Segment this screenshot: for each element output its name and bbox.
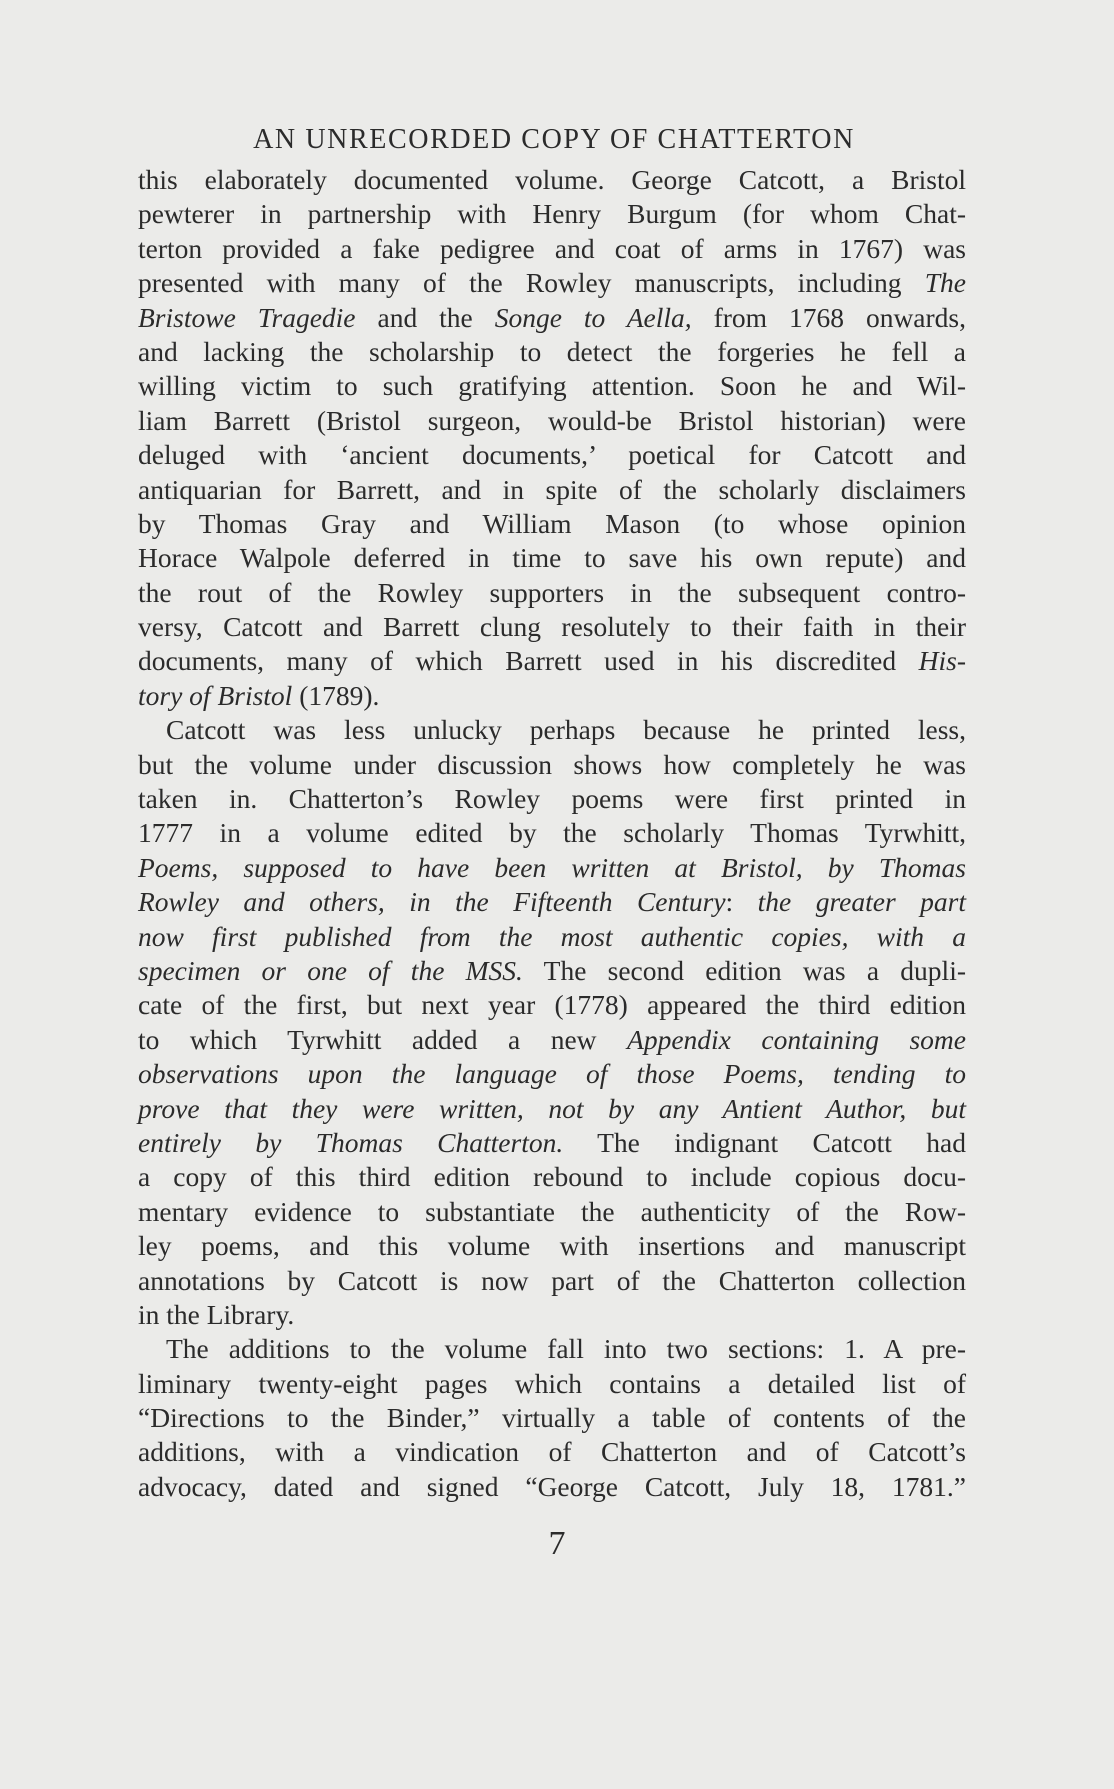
text-run: ley poems, and this volume with insertions and manuscript	[138, 1230, 966, 1262]
text-run: and lacking the scholarship to detect the forgeries he fell a	[138, 335, 966, 367]
text-line	[138, 1298, 966, 1332]
text-line	[138, 232, 966, 266]
text-run: the rout of the Rowley supporters in the subsequent contro-	[138, 576, 966, 608]
text-line	[138, 1126, 966, 1160]
running-head: AN UNRECORDED COPY OF CHATTERTON	[253, 124, 855, 155]
text-run: advocacy, dated and signed “George Catcott, July 18, 1781.”	[138, 1470, 966, 1502]
italic-text: entirely by Thomas Chatterton.	[138, 1126, 564, 1158]
text-line	[138, 163, 966, 197]
text-line	[138, 748, 966, 782]
text-run: Catcott was less unlucky perhaps because he printed less,	[166, 714, 966, 746]
text-run: terton provided a fake pedigree and coat of arms in 1767) was	[138, 232, 966, 264]
text-line	[138, 1092, 966, 1126]
text-run: a copy of this third edition rebound to include copious docu-	[138, 1161, 966, 1193]
italic-text: His-	[918, 645, 966, 677]
text-line	[138, 885, 966, 919]
text-run: and the	[355, 301, 495, 333]
text-line	[138, 920, 966, 954]
text-line	[138, 713, 966, 747]
text-line	[138, 507, 966, 541]
text-run: deluged with ‘ancient documents,’ poetical for Catcott and	[138, 439, 966, 471]
page-number: 7	[548, 1525, 566, 1562]
text-run: documents, many of which Barrett used in his discredited	[138, 645, 919, 677]
text-run: this elaborately documented volume. George Catcott, a Bristol	[138, 164, 966, 195]
italic-text: tory of Bristol	[138, 679, 293, 711]
text-run: liminary twenty-eight pages which contains a detailed list of	[138, 1367, 966, 1399]
text-line	[138, 1435, 966, 1469]
text-run: (1789).	[292, 679, 380, 711]
text-line	[138, 404, 966, 438]
text-line	[138, 1229, 966, 1263]
text-line	[138, 816, 966, 850]
text-line	[138, 1023, 966, 1057]
text-line	[138, 1264, 966, 1298]
text-line	[138, 301, 966, 335]
italic-text: Bristowe Tragedie	[138, 301, 356, 333]
text-run: willing victim to such gratifying attention. Soon he and Wil-	[138, 370, 966, 402]
italic-text: Appendix containing some	[627, 1023, 966, 1055]
text-line	[138, 1332, 966, 1366]
text-run: mentary evidence to substantiate the authenticity of the Row-	[138, 1195, 966, 1227]
text-run: The additions to the volume fall into two sections: 1. A pre-	[166, 1333, 966, 1365]
italic-text: observations upon the language of those Poems, tending to	[138, 1058, 966, 1090]
text-line	[138, 988, 966, 1022]
text-line	[138, 335, 966, 369]
italic-text: now first published from the most authentic copies, with a	[138, 920, 966, 952]
text-line	[138, 610, 966, 644]
text-line	[138, 1470, 966, 1504]
text-line	[138, 782, 966, 816]
text-line	[138, 369, 966, 403]
text-line	[138, 197, 966, 231]
text-run: annotations by Catcott is now part of the Chatterton collection	[138, 1264, 966, 1296]
text-run: Horace Walpole deferred in time to save his own repute) and	[138, 542, 966, 574]
text-run: versy, Catcott and Barrett clung resolutely to their faith in their	[138, 611, 966, 643]
text-line	[138, 541, 966, 575]
text-run: cate of the first, but next year (1778) appeared the third edition	[138, 989, 966, 1021]
text-run: by Thomas Gray and William Mason (to whose opinion	[138, 507, 966, 539]
text-run: :	[725, 886, 758, 918]
text-line	[138, 1160, 966, 1194]
text-run: in the Library.	[138, 1298, 295, 1330]
italic-text: Poems, supposed to have been written at Bristol, by Thomas	[138, 851, 966, 883]
text-line	[138, 851, 966, 885]
italic-text: Songe to Aella,	[494, 301, 692, 333]
text-line	[138, 438, 966, 472]
italic-text: The	[924, 267, 966, 299]
text-run: liam Barrett (Bristol surgeon, would-be Bristol historian) were	[138, 404, 966, 436]
text-line	[138, 1195, 966, 1229]
italic-text: the greater part	[757, 886, 967, 918]
text-run: pewterer in partnership with Henry Burgum (for whom Chat-	[138, 198, 966, 230]
text-line	[138, 679, 966, 713]
text-run: 1777 in a volume edited by the scholarly Thomas Tyrwhitt,	[138, 817, 966, 849]
text-line	[138, 644, 966, 678]
text-run: to which Tyrwhitt added a new	[138, 1023, 628, 1055]
text-run: presented with many of the Rowley manuscripts, including	[138, 267, 925, 299]
italic-text: specimen or one of the MSS.	[138, 954, 523, 986]
text-line	[138, 473, 966, 507]
text-run: but the volume under discussion shows how completely he was	[138, 748, 966, 780]
text-line	[138, 1057, 966, 1091]
text-run: antiquarian for Barrett, and in spite of the scholarly disclaimers	[138, 473, 966, 505]
text-run: additions, with a vindication of Chatterton and of Catcott’s	[138, 1436, 966, 1468]
text-line	[138, 266, 966, 300]
text-run: The indignant Catcott had	[563, 1126, 967, 1158]
text-run: from 1768 onwards,	[691, 301, 966, 333]
text-line	[138, 954, 966, 988]
text-line	[138, 1401, 966, 1435]
text-run: “Directions to the Binder,” virtually a table of contents of the	[138, 1402, 966, 1434]
italic-text: Rowley and others, in the Fifteenth Century	[138, 886, 726, 918]
text-run: The second edition was a dupli-	[522, 954, 966, 986]
text-line	[138, 1367, 966, 1401]
text-line	[138, 576, 966, 610]
italic-text: prove that they were written, not by any Antient Author, but	[138, 1092, 966, 1124]
body-text	[138, 163, 966, 1504]
text-run: taken in. Chatterton’s Rowley poems were first printed in	[138, 783, 966, 815]
